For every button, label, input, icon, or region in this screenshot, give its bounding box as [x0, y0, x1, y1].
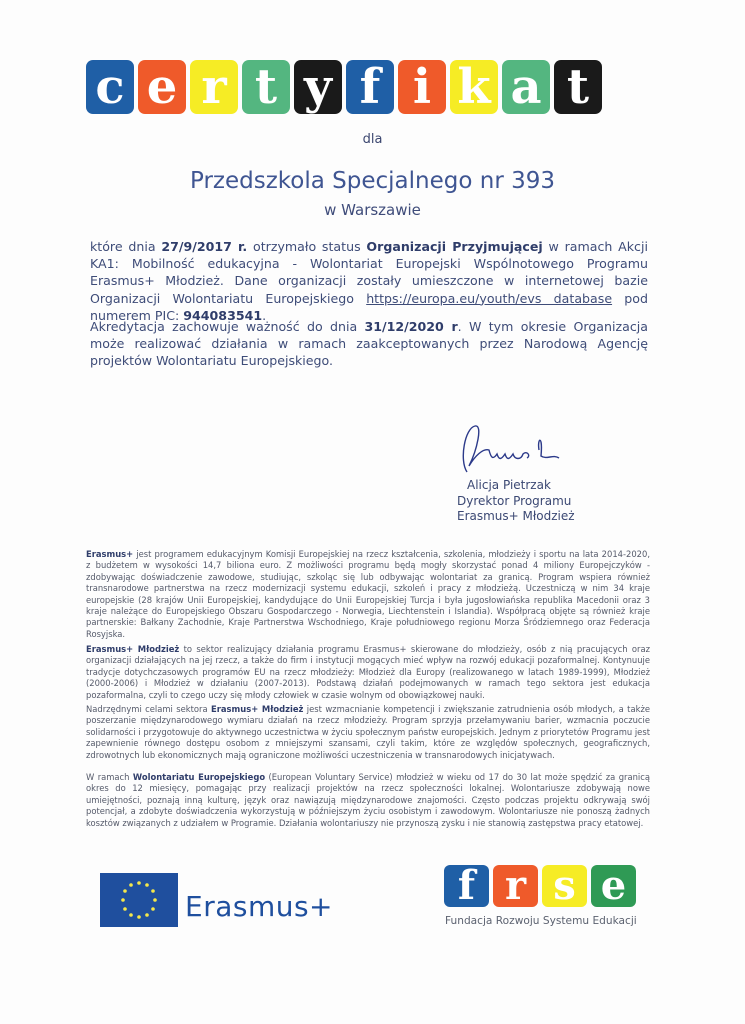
info-paragraph-youth-sector [86, 644, 650, 701]
title-tile [398, 60, 446, 114]
status-date: 27/9/2017 r. [161, 239, 248, 254]
frse-caption: Fundacja Rozwoju Systemu Edukacji [445, 915, 637, 927]
status-type: Organizacji Przyjmującej [366, 239, 543, 254]
validity-paragraph [90, 318, 648, 370]
title-letter: a [510, 59, 542, 115]
title-tile [346, 60, 394, 114]
signatory-name: Alicja Pietrzak [467, 478, 551, 492]
signatory-block [455, 478, 575, 525]
frse-tile [542, 862, 587, 909]
title-tile [450, 60, 498, 114]
certificate-title [86, 60, 602, 114]
title-letter: i [412, 59, 432, 115]
frse-letter: e [600, 862, 627, 909]
frse-tile [591, 862, 636, 909]
frse-tile [493, 862, 538, 909]
title-tile [502, 60, 550, 114]
frse-letter: r [504, 862, 527, 909]
text: jest wzmacnianie kompetencji i zwiększanie zatrudnienia osób młodych, a także poszerzanie międzynarodowego wymiaru działań na rzecz młodzieży. Program sprzyja przełamywaniu barier, wzmacnia poczucie solidarności i przygotowuje do aktywnego uczestnictwa w życiu społecznym państw europejskich. Jednym z priorytetów Programu jest zapewnienie równego dostępu osobom z mniejszymi szansami, czyli takim, które ze względów społecznych, geograficznych, zdrowotnych lub ekonomicznych mają ograniczone możliwości uczestniczenia w transnarodowych inicjatywach. [86, 704, 650, 760]
info-paragraph-goals [86, 704, 650, 761]
frse-tile [444, 862, 489, 909]
bold-term: Wolontariatu Europejskiego [132, 772, 266, 782]
signatory-program: Erasmus+ Młodzież [457, 509, 575, 523]
info-paragraph-evs [86, 772, 650, 829]
title-letter: y [304, 59, 332, 115]
signature-icon [455, 420, 575, 480]
frse-logo [444, 862, 636, 909]
bold-term: Erasmus+ Młodzież [211, 704, 304, 714]
title-letter: t [566, 59, 590, 115]
title-letter: e [146, 59, 178, 115]
title-tile [190, 60, 238, 114]
text: W ramach [86, 772, 133, 782]
frse-letter: f [457, 862, 476, 909]
title-tile [138, 60, 186, 114]
text: Akredytacja zachowuje ważność do dnia [90, 319, 365, 334]
title-letter: t [254, 59, 278, 115]
text: które dnia [90, 239, 162, 254]
title-tile [294, 60, 342, 114]
recipient-city: w Warszawie [324, 201, 421, 219]
text: pod numerem PIC: [90, 290, 648, 323]
signatory-role: Dyrektor Programu [457, 493, 572, 508]
text: to sektor realizujący działania programu Erasmus+ skierowane do młodzieży, osób z nią pracujących oraz organizacji działających na jej rzecz, a także do firm i instytucji mogących mieć wpływ na rozwój edukacji pozaformalnej. Kontynuuje tradycje dotychczasowych programów EU na rzecz młodzieży: Młodzież dla Europy (realizowanego w latach 1989-1999), Młodzież (2000-2006) i Młodzież w działaniu (2007-2013). Podstawą działań podejmowanych w ramach tego sektora jest edukacja pozaformalna, czyli to czego uczy się młody człowiek w czasie wolnym od obowiązkowej nauki. [86, 644, 650, 700]
title-letter: c [95, 59, 125, 115]
text: otrzymało status [247, 239, 367, 254]
title-letter: r [201, 59, 227, 115]
text: w ramach Akcji KA1: Mobilność edukacyjna - Wolontariat Europejski Wspólnotowego Programu Erasmus+ Młodzież. Dane organizacji zostały umieszczone w internetowej bazie Organizacji Wolontariatu Europejskiego [90, 239, 648, 306]
database-link[interactable]: https://europa.eu/youth/evs database [366, 290, 613, 306]
eu-flag-icon [100, 873, 178, 927]
erasmus-plus-logo: Erasmus+ [185, 890, 334, 923]
recipient-name: Przedszkola Specjalnego nr 393 [190, 168, 555, 194]
info-paragraph-erasmus [86, 549, 650, 640]
text: . W tym okresie Organizacja może realizować działania w ramach zaakceptowanych przez Narodową Agencję projektów Wolontariatu Europejskiego. [90, 319, 648, 369]
title-tile [86, 60, 134, 114]
title-letter: f [359, 59, 381, 115]
bold-term: Erasmus+ Młodzież [86, 644, 180, 654]
validity-date: 31/12/2020 r [364, 319, 458, 334]
text: jest programem edukacyjnym Komisji Europejskiej na rzecz kształcenia, szkolenia, młodzieży i sportu na lata 2014-2020, z budżetem w wysokości 14,7 biliona euro. Z możliwości programu będą mogły skorzystać ponad 4 miliony Europejczyków - zdobywając doświadczenie zawodowe, studiując, szkoląc się lub odbywając wolontariat za granicą. Program wspiera również transnarodowe partnerstwa na rzecz modernizacji systemu edukacji, szkoleń i pracy z młodzieżą. Uczestniczą w nim 34 kraje europejskie (28 krajów Unii Europejskiej, kandydujące do Unii Europejskiej Turcja i była jugosłowiańska republika Macedonii oraz 3 kraje należące do Europejskiego Obszaru Gospodarczego - Norwegia, Liechtenstein i Islandia). Współpracą objęte są również kraje partnerskie: Bałkany Zachodnie, Kraje Partnerstwa Wschodniego, Kraje południowego regionu Morza Śródziemnego oraz Federacja Rosyjska. [86, 549, 650, 639]
for-label: dla [362, 132, 383, 147]
bold-term: Erasmus+ [86, 549, 134, 559]
title-tile [242, 60, 290, 114]
status-paragraph [90, 238, 648, 324]
pic-number: 944083541 [183, 307, 263, 323]
text: . [262, 307, 267, 323]
title-tile [554, 60, 602, 114]
text: (European Voluntary Service) młodzież w wieku od 17 do 30 lat może spędzić za granicą okres do 12 miesięcy, pomagając przy realizacji projektów na rzecz społeczności lokalnej. Wolontariusze zdobywają nowe umiejętności, poznają inną kulturę, język oraz nawiązują międzynarodowe znajomości. Często podczas projektu odkrywają swój potencjał, a zdobyte doświadczenia wykorzystują w późniejszym życiu osobistym i zawodowym. Wolontariusze nie ponoszą żadnych kosztów związanych z udziałem w Programie. Działania wolontariuszy nie przynoszą zysku i nie stanowią zastępstwa pracy etatowej. [86, 772, 650, 828]
frse-letter: s [553, 862, 576, 909]
title-letter: k [457, 59, 491, 115]
text: Nadrzędnymi celami sektora [86, 704, 212, 714]
